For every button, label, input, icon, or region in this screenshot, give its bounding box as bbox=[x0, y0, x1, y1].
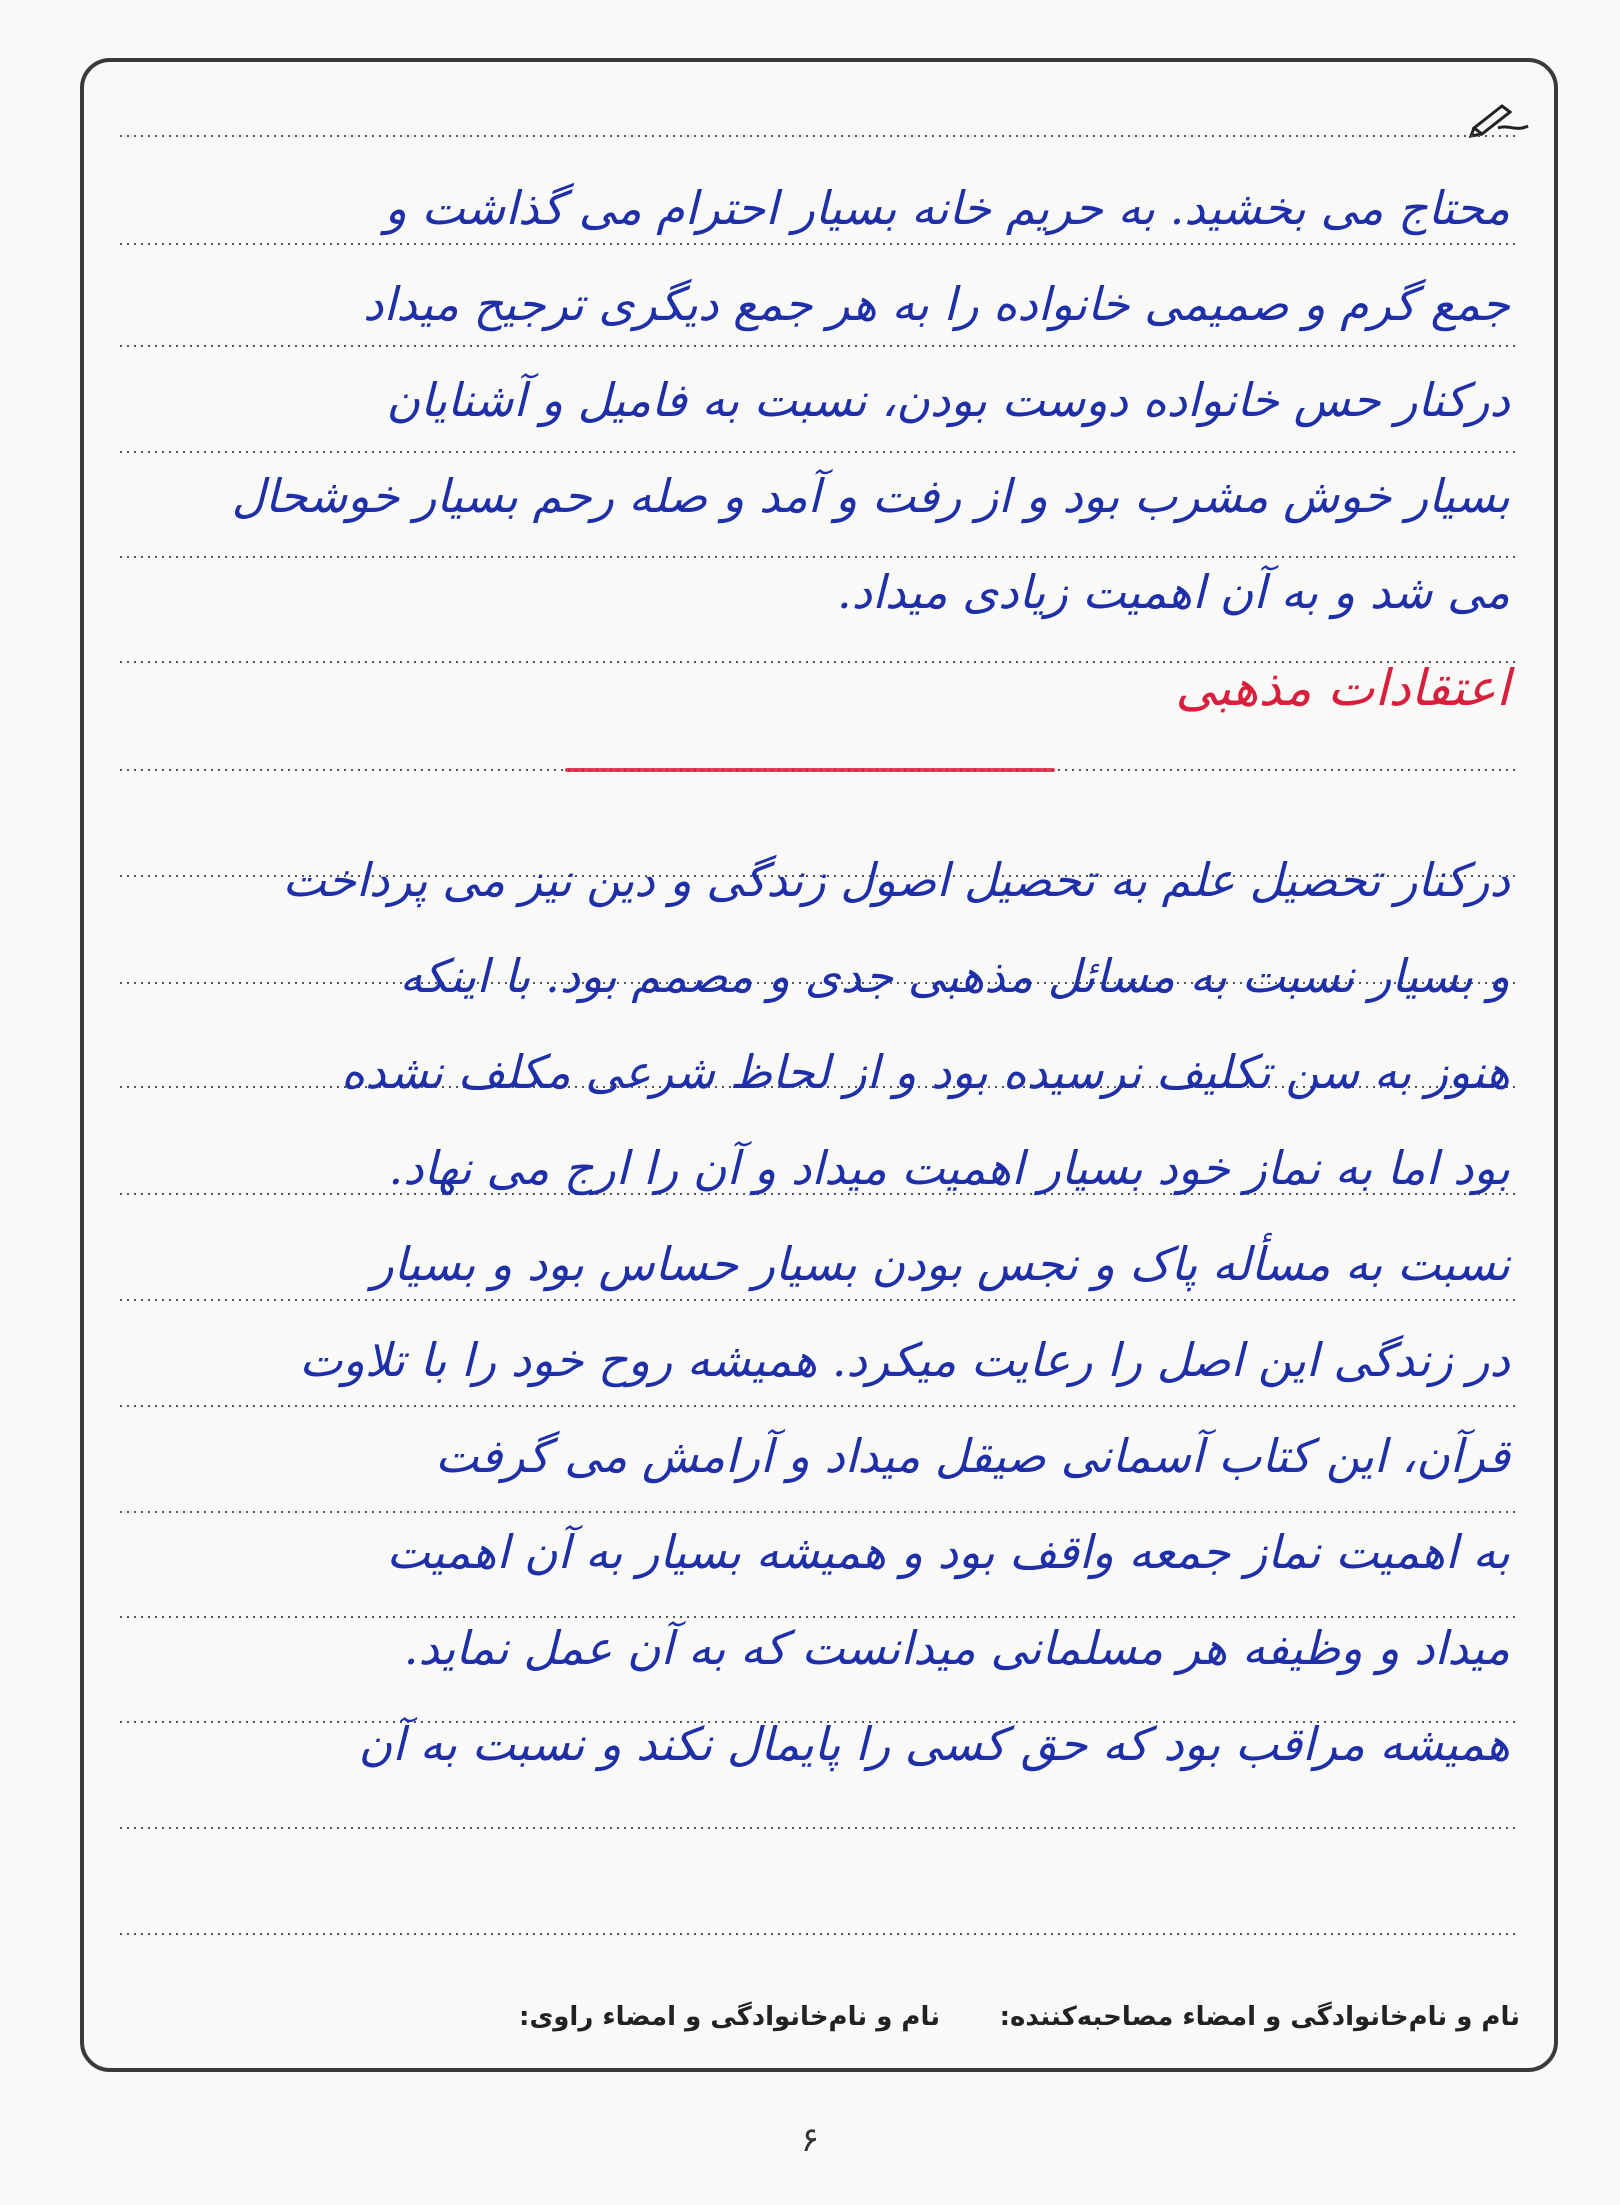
text-line: همیشه مراقب بود که حق کسی را پایمال نکند و نسبت به آن bbox=[358, 1717, 1510, 1771]
text-line: به اهمیت نماز جمعه واقف بود و همیشه بسیار به آن اهمیت bbox=[386, 1525, 1510, 1579]
text-line: جمع گرم و صمیمی خانواده را به هر جمع دیگری ترجیح میداد bbox=[363, 277, 1510, 331]
narrator-signature-label: نام و نام‌خانوادگی و امضاء راوی: bbox=[519, 2002, 940, 2032]
text-line: بود اما به نماز خود بسیار اهمیت میداد و آن را ارج می نهاد. bbox=[388, 1141, 1510, 1195]
text-line: قرآن، این کتاب آسمانی صیقل میداد و آرامش می گرفت bbox=[435, 1429, 1510, 1483]
text-line: و بسیار نسبت به مسائل مذهبی جدی و مصمم بود. با اینکه bbox=[399, 949, 1510, 1003]
text-line: در زندگی این اصل را رعایت میکرد. همیشه روح خود را با تلاوت bbox=[299, 1333, 1510, 1387]
page-number: ۶ bbox=[800, 2120, 820, 2160]
text-line: می شد و به آن اهمیت زیادی میداد. bbox=[836, 565, 1510, 619]
blank-line bbox=[130, 736, 1510, 832]
text-line: هنوز به سن تکلیف نرسیده بود و از لحاظ شرعی مکلف نشده bbox=[341, 1045, 1510, 1099]
text-line: درکنار تحصیل علم به تحصیل اصول زندگی و دین نیز می پرداخت bbox=[282, 853, 1510, 907]
text-line: درکنار حس خانواده دوست بودن، نسبت به فامیل و آشنایان bbox=[386, 373, 1510, 427]
handwritten-text bbox=[130, 160, 1510, 1792]
section-heading: اعتقادات مذهبی bbox=[1175, 659, 1510, 717]
heading-underline bbox=[565, 768, 1055, 772]
text-line: نسبت به مسأله پاک و نجس بودن بسیار حساس بود و بسیار bbox=[371, 1237, 1510, 1291]
text-line: میداد و وظیفه هر مسلمانی میدانست که به آن عمل نماید. bbox=[403, 1621, 1510, 1675]
text-line: بسیار خوش مشرب بود و از رفت و آمد و صله رحم بسیار خوشحال bbox=[231, 469, 1510, 523]
text-line: محتاج می بخشید. به حریم خانه بسیار احترام می گذاشت و bbox=[384, 181, 1510, 235]
interviewer-signature-label: نام و نام‌خانوادگی و امضاء مصاحبه‌کننده: bbox=[999, 2002, 1520, 2032]
